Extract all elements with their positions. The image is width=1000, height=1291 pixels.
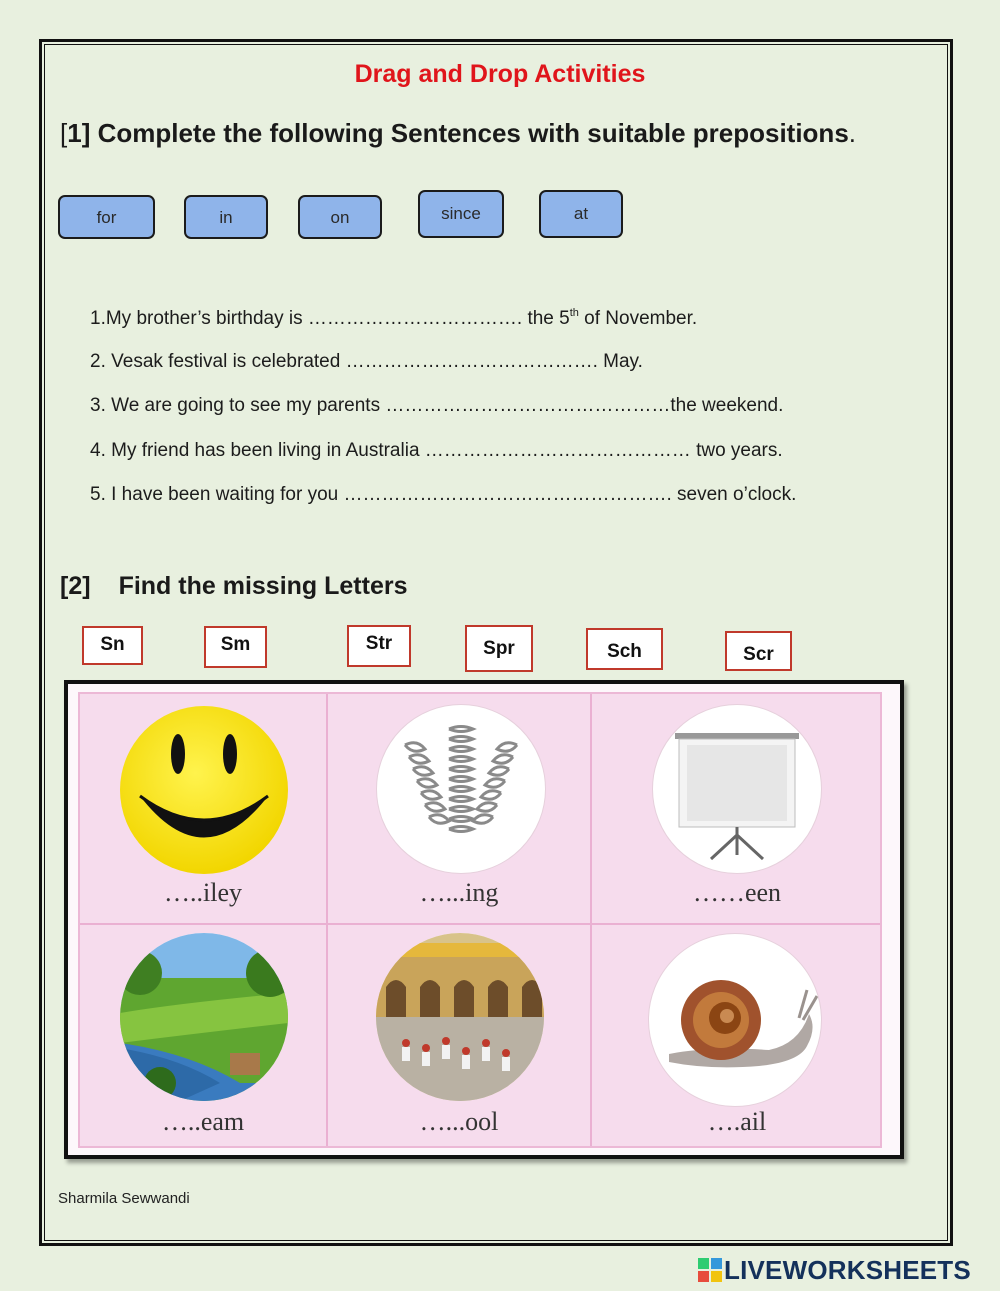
springs-icon [376, 704, 546, 874]
stream-landscape-icon [120, 933, 288, 1101]
picture-grid [78, 692, 882, 1148]
cell-school [328, 925, 590, 1150]
chip-at[interactable]: at [539, 190, 623, 238]
chip-for[interactable]: for [58, 195, 155, 239]
word-eam: …..eam [161, 1107, 245, 1136]
cell-snail [592, 925, 882, 1150]
author-credit: Sharmila Sewwandi [58, 1190, 190, 1207]
section2-heading: [2] Find the missing Letters [60, 572, 408, 600]
word-ing: …...ing [419, 878, 499, 907]
section1-heading: [1] Complete the following Sentences with suitable prepositions. [60, 118, 857, 148]
chip-in[interactable]: in [184, 195, 268, 239]
liveworksheets-brand[interactable]: LIVEWORKSHEETS [698, 1255, 971, 1285]
letter-spr[interactable]: Spr [465, 625, 533, 672]
sentence-1: 1.My brother’s birthday is ……………………………. the 5th of November. [90, 307, 698, 329]
letter-sm[interactable]: Sm [204, 626, 267, 668]
chip-on[interactable]: on [298, 195, 382, 239]
sentence-3: 3. We are going to see my parents ………………………………………the weekend. [90, 395, 784, 416]
smiley-face-icon [118, 704, 290, 876]
letter-scr[interactable]: Scr [725, 631, 792, 671]
sentence-2: 2. Vesak festival is celebrated …………………………………. May. [90, 351, 643, 372]
liveworksheets-logo-icon [698, 1258, 722, 1289]
sentence-4: 4. My friend has been living in Australia …………………………………… two years. [90, 440, 783, 461]
sentence-5: 5. I have been waiting for you ……………………………………………. seven o’clock. [90, 484, 797, 505]
word-ail: ….ail [707, 1107, 767, 1136]
page-title: Drag and Drop Activities [354, 60, 646, 88]
word-ool: …...ool [419, 1107, 499, 1136]
cell-smiley [80, 694, 326, 923]
letter-sch[interactable]: Sch [586, 628, 663, 670]
cell-screen [592, 694, 882, 923]
school-building-icon [376, 933, 544, 1101]
snail-icon [648, 933, 822, 1107]
word-iley: …..iley [164, 878, 242, 907]
word-een: ……een [692, 878, 782, 907]
cell-springs [328, 694, 590, 923]
chip-since[interactable]: since [418, 190, 504, 238]
letter-sn[interactable]: Sn [82, 626, 143, 665]
cell-stream [80, 925, 326, 1150]
projector-screen-icon [652, 704, 822, 874]
letter-str[interactable]: Str [347, 625, 411, 667]
